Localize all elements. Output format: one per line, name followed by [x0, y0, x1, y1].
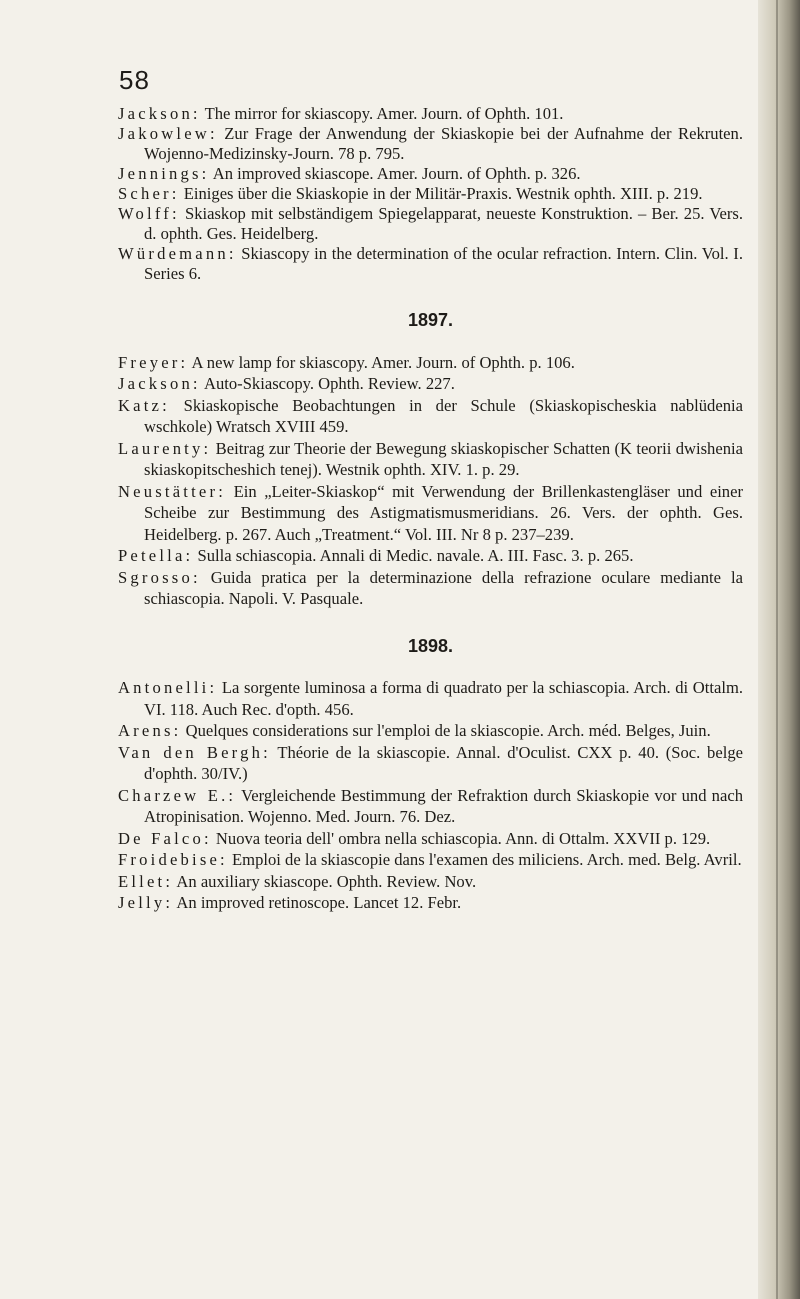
page-edge-shadow: [758, 0, 800, 1299]
entry-citation: Nuova teoria dell' ombra nella schiascopia. Ann. di Ottalm. XXVII p. 129.: [211, 828, 711, 848]
entry-citation: Sulla schiascopia. Annali di Medic. navale. A. III. Fasc. 3. p. 265.: [193, 546, 634, 565]
entry-citation: La sorgente luminosa a forma di quadrato per la schiascopia. Arch. di Ottalm. VI. 118. Auch Rec. d'opth. 456.: [144, 678, 743, 719]
entry-citation: Beitrag zur Theorie der Bewegung skiaskopischer Schatten (K teorii dwishenia skiaskopitscheshich tenej). Westnik ophth. XIV. 1. p. 29.: [144, 438, 743, 479]
bibliography-section: [118, 636, 743, 914]
entry-author: Jelly:: [118, 893, 174, 912]
entry-citation: Vergleichende Bestimmung der Refraktion durch Skiaskopie vor und nach Atropinisation. Wojenno. Med. Journ. 76. Dez.: [144, 785, 744, 826]
bibliography-entry: [118, 892, 743, 914]
entry-author: Sgrosso:: [118, 567, 201, 587]
bibliography-entry: [118, 828, 743, 850]
bibliography-entry: [118, 352, 743, 374]
bibliography-entry: [118, 395, 743, 438]
bibliography-entry: [118, 438, 743, 481]
entry-citation: Théorie de la skiascopie. Annal. d'Oculist. CXX p. 40. (Soc. belge d'ophth. 30/IV.): [144, 742, 743, 783]
entry-citation: The mirror for skiascopy. Amer. Journ. of Ophth. 101.: [200, 104, 564, 123]
bibliography-entry: [118, 742, 743, 785]
entry-author: Neustätter:: [118, 481, 227, 501]
bibliography-entry: [118, 124, 743, 164]
bibliography: [118, 104, 743, 914]
entry-author: Ellet:: [118, 871, 174, 891]
bibliography-entry: [118, 244, 743, 284]
entry-author: Van den Bergh:: [118, 742, 271, 762]
entry-author: Freyer:: [118, 352, 189, 372]
bibliography-entry: [118, 677, 743, 720]
page-number: 58: [119, 65, 150, 95]
entry-citation: Ein „Leiter-Skiaskop“ mit Verwendung der Brillenkastengläser und einer Scheibe zur Bestimmung des Astigmatismusmeridians. 26. Vers. der ophth. Ges. Heidelberg. p. 267. Auch „Treatment.“ Vol. III. Nr 8 p. 237–239.: [144, 481, 743, 544]
bibliography-entry: [118, 184, 743, 204]
entry-author: Jackson:: [118, 374, 201, 393]
bibliography-entry: [118, 849, 743, 871]
entry-citation: Zur Frage der Anwendung der Skiaskopie bei der Aufnahme der Rekruten. Wojenno-Medizinsky-Journ. 78 p. 795.: [144, 124, 743, 163]
entry-author: Laurenty:: [118, 438, 212, 458]
bibliography-entry: [118, 164, 743, 184]
entry-citation: An improved skiascope. Amer. Journ. of Ophth. p. 326.: [209, 164, 581, 183]
bibliography-entry: [118, 720, 743, 742]
entry-author: Jakowlew:: [118, 124, 218, 143]
bibliography-entry: [118, 567, 743, 610]
bibliography-entry: [118, 104, 743, 124]
bibliography-entry: [118, 545, 743, 567]
entry-citation: Auto-Skiascopy. Ophth. Review. 227.: [200, 374, 455, 393]
entry-citation: Quelques considerations sur l'emploi de la skiascopie. Arch. méd. Belges, Juin.: [181, 721, 711, 740]
entry-author: Wolff:: [118, 204, 180, 223]
entry-citation: A new lamp for skiascopy. Amer. Journ. of Ophth. p. 106.: [188, 352, 575, 372]
bibliography-section: [118, 310, 743, 610]
bibliography-section: [118, 104, 743, 284]
entry-citation: Guida pratica per la determinazione della refrazione oculare mediante la schiascopia. Napoli. V. Pasquale.: [144, 567, 743, 608]
bibliography-entry: [118, 204, 743, 244]
year-heading: 1897.: [407, 310, 454, 330]
entry-author: Froidebise:: [118, 850, 228, 869]
entry-citation: Skiascopy in the determination of the ocular refraction. Intern. Clin. Vol. I. Series 6.: [144, 244, 743, 283]
year-heading: 1898.: [407, 635, 454, 656]
bibliography-entry: [118, 871, 743, 893]
entry-author: Antonelli:: [118, 678, 218, 697]
entry-author: Petella:: [118, 546, 194, 565]
bibliography-entry: [118, 785, 743, 828]
entry-citation: An auxiliary skiascope. Ophth. Review. Nov.: [173, 871, 477, 891]
entry-author: Arens:: [118, 721, 182, 740]
entry-citation: Emploi de la skiascopie dans l'examen des miliciens. Arch. med. Belg. Avril.: [227, 850, 742, 869]
entry-author: Charzew E.:: [118, 785, 237, 805]
bibliography-entry: [118, 481, 743, 546]
entry-author: Scher:: [118, 184, 180, 203]
entry-citation: Skiaskopische Beobachtungen in der Schule (Skiaskopischeskia nablüdenia wschkole) Wratsch XVIII 459.: [144, 395, 743, 436]
entry-author: Würdemann:: [118, 244, 237, 263]
entry-citation: An improved retinoscope. Lancet 12. Febr.: [173, 893, 462, 912]
entry-citation: Skiaskop mit selbständigem Spiegelapparat, neueste Konstruktion. – Ber. 25. Vers. d. ophth. Ges. Heidelberg.: [144, 204, 743, 243]
entry-author: Jackson:: [118, 104, 201, 123]
entry-author: Jennings:: [118, 164, 210, 183]
entry-citation: Einiges über die Skiaskopie in der Militär-Praxis. Westnik ophth. XIII. p. 219.: [179, 184, 703, 203]
entry-author: Katz:: [118, 395, 170, 415]
entry-author: De Falco:: [118, 828, 212, 848]
bibliography-entry: [118, 373, 743, 395]
